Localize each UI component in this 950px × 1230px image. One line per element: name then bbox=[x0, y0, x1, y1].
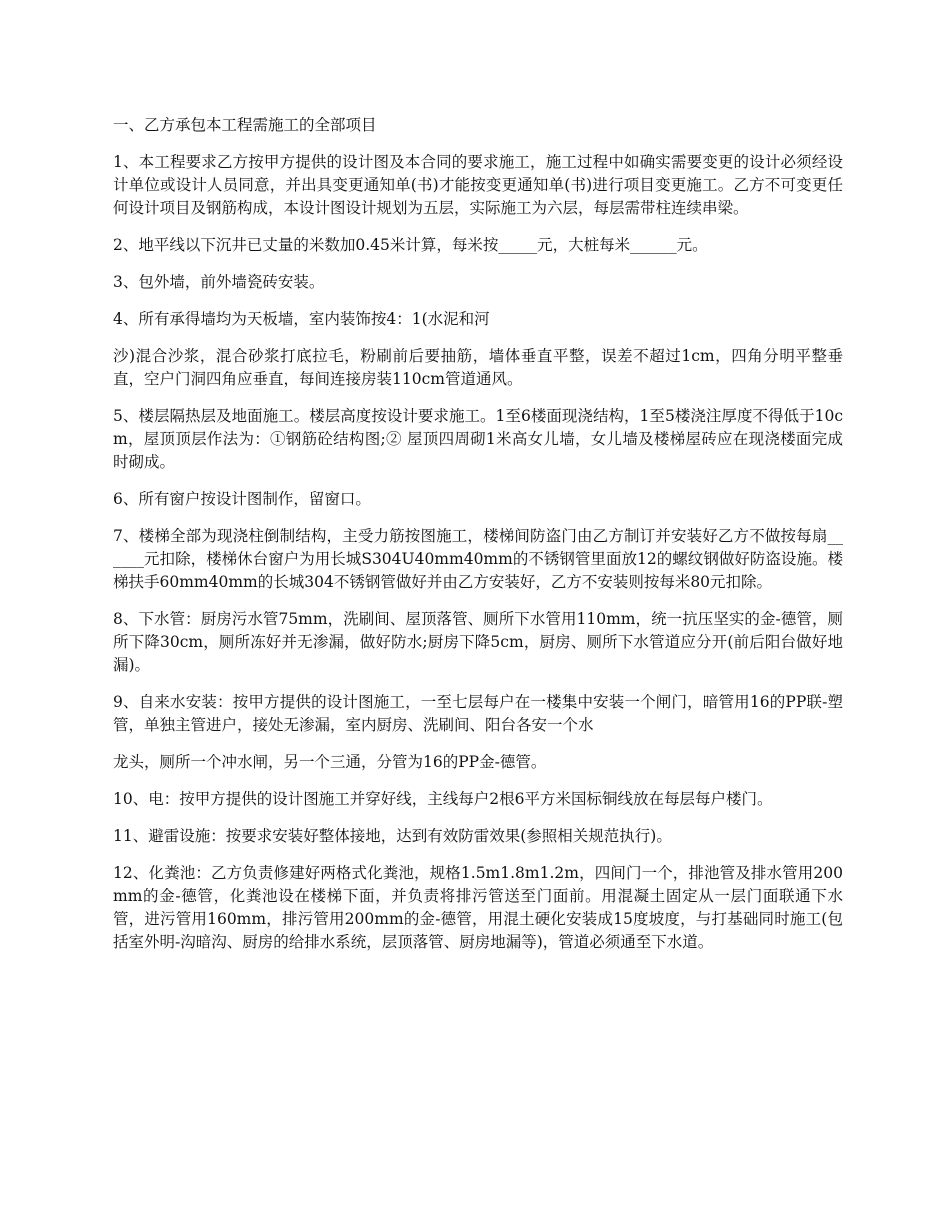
clause-12: 12、化粪池：乙方负责修建好两格式化粪池，规格1.5m1.8m1.2m，四间门一个，排池管及排水管用200mm的金-德管，化粪池设在楼梯下面，并负责将排污管送至门面前。用混凝土固定从一层门面联通下水管，进污管用160mm，排污管用200mm的金-德管，用混土硬化安装成15度坡度，与打基础同时施工(包括室外明-沟暗沟、厨房的给排水系统，层顶落管、厨房地漏等)，管道必须通至下水道。 bbox=[113, 864, 843, 951]
clause-5: 5、楼层隔热层及地面施工。楼层高度按设计要求施工。1至6楼面现浇结构，1至5楼浇注厚度不得低于10cm，屋顶顶层作法为：①钢筋砼结构图;② 屋顶四周砌1米高女儿墙，女儿墙及楼梯屋砖应在现浇楼面完成时砌成。 bbox=[113, 407, 843, 471]
clause-2: 2、地平线以下沉井已丈量的米数加0.45米计算，每米按_____元，大桩每米______元。 bbox=[113, 236, 708, 254]
clause-3: 3、包外墙，前外墙瓷砖安装。 bbox=[113, 273, 325, 291]
clause-9: 9、自来水安装：按甲方提供的设计图施工，一至七层每户在一楼集中安装一个闸门，暗管用16的PP联-塑管，单独主管进户，接处无渗漏，室内厨房、洗刷间、阳台各安一个水 bbox=[113, 693, 843, 734]
clause-4: 4、所有承得墙均为天板墙，室内装饰按4：1(水泥和河 bbox=[113, 310, 490, 328]
clause-10: 10、电：按甲方提供的设计图施工并穿好线，主线每户2根6平方米国标铜线放在每层每户楼门。 bbox=[113, 790, 773, 808]
clause-11: 11、避雷设施：按要求安装好整体接地，达到有效防雷效果(参照相关规范执行)。 bbox=[113, 827, 672, 845]
clause-9-continued: 龙头，厕所一个冲水闸，另一个三通，分管为16的PP金-德管。 bbox=[113, 753, 547, 771]
section-heading: 一、乙方承包本工程需施工的全部项目 bbox=[113, 116, 377, 134]
document-body bbox=[113, 114, 843, 968]
clause-1: 1、本工程要求乙方按甲方提供的设计图及本合同的要求施工，施工过程中如确实需要变更的设计必须经设计单位或设计人员同意，并出具变更通知单(书)才能按变更通知单(书)进行项目变更施工。乙方不可变更任何设计项目及钢筋构成，本设计图设计规划为五层，实际施工为六层，每层需带柱连续串梁。 bbox=[113, 153, 843, 217]
clause-4-continued: 沙)混合沙浆，混合砂浆打底拉毛，粉刷前后要抽筋，墙体垂直平整，误差不超过1cm，四角分明平整垂直，空户门洞四角应垂直，每间连接房装110cm管道通风。 bbox=[113, 347, 843, 388]
clause-7: 7、楼梯全部为现浇柱倒制结构，主受力筋按图施工，楼梯间防盗门由乙方制订并安装好乙方不做按每扇______元扣除，楼梯休台窗户为用长城S304U40mm40mm的不锈钢管里面放12的螺纹钢做好防盗设施。楼梯扶手60mm40mm的长城304不锈钢管做好并由乙方安装好，乙方不安装则按每米80元扣除。 bbox=[113, 527, 843, 591]
clause-8: 8、下水管：厨房污水管75mm，洗刷间、屋顶落管、厕所下水管用110mm，统一抗压坚实的金-德管，厕所下降30cm，厕所冻好并无渗漏，做好防水;厨房下降5cm，厨房、厕所下水管道应分开(前后阳台做好地漏)。 bbox=[113, 610, 843, 674]
clause-6: 6、所有窗户按设计图制作，留窗口。 bbox=[113, 490, 371, 508]
